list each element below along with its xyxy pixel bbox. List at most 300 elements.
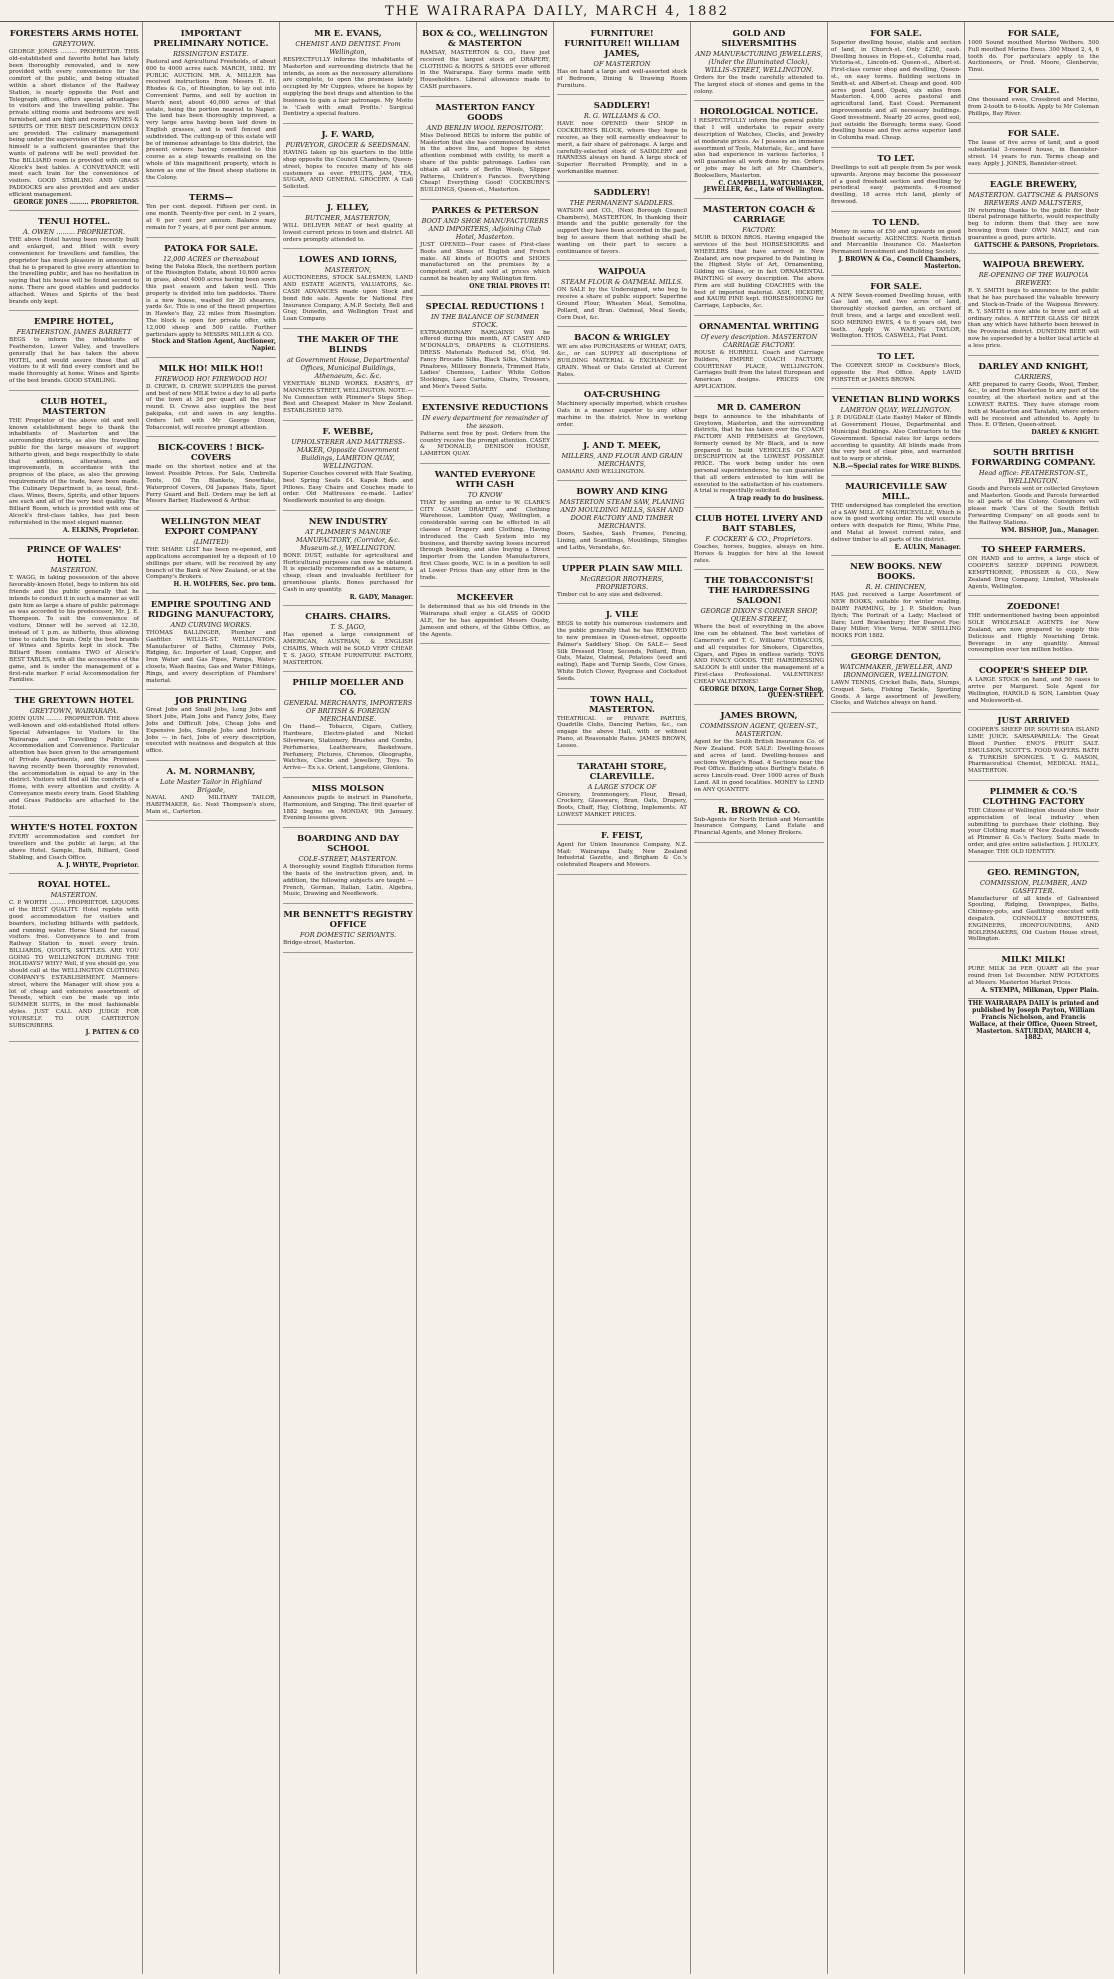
ad-body: THE undermentioned having been appointed SOLE WHOLESALE AGENTS for New Zealand, are now prepared to supply this Delicious and Highly Nourishing Drink. Beverage in any quantity. Annual consumption over ten million bottles. (968, 613, 1099, 654)
ad-body: Is determined that as his old friends in the Wairarapa shall enjoy a GLASS of GOOD ALE, for he has appointed Messrs Ousby, Jameson and others, of the Gibbs Office, as the Agents. (420, 604, 550, 638)
advertisement (146, 692, 276, 761)
ad-title: PRINCE OF WALES' HOTEL (26, 545, 122, 566)
ad-title: BICK-COVERS ! BICK-COVERS (157, 443, 265, 464)
ad-subtitle: LAMBTON QUAY, WELLINGTON. (840, 406, 952, 415)
ad-title: HOROLOGICAL NOTICE. (699, 107, 819, 118)
ad-title: PARKES & PETERSON (431, 205, 539, 216)
advertisement (9, 541, 139, 690)
advertisement (283, 199, 413, 249)
ad-title: THE MAKER OF THE BLINDS (297, 334, 399, 355)
advertisement (420, 399, 550, 464)
ad-body: BONE DUST, suitable for agricultural and Horticultural purposes can now be obtained. It is specially recommended as a manure, a cheap, clean and invaluable fertilizer for greenhouse plants. Bones purchased for Cash in any quantity. (283, 552, 413, 593)
advertisement (9, 876, 139, 1042)
advertisement (283, 780, 413, 828)
ad-title: BOX & CO., WELLINGTON & MASTERTON (422, 29, 548, 49)
advertisement (557, 184, 687, 262)
ad-title: CHAIRS. CHAIRS. (305, 612, 391, 623)
ad-body: J. P. DUGDALE (Late Easby) Maker of Blinds at Government House, Departmental and Municipal Buildings. Also Contractors to the Government. Special rates for large orders according to quantity. All blinds made from the very best of clear pine, and warranted not to warp or shrink. (831, 415, 961, 463)
ad-title: EAGLE BREWERY, (989, 179, 1078, 190)
ad-subtitle: COLE-STREET, MASTERTON. (298, 855, 398, 864)
ad-body: One thousand ewes, Crossbred and Merino, from 2-tooth to 6-tooth. Apply to Mr Coleman Phillips, Bay River. (968, 96, 1099, 117)
advertisement (283, 251, 413, 329)
advertisement (831, 25, 961, 148)
ad-body: OAMARU AND WELLINGTON. (557, 468, 645, 475)
ad-body: Bridge-street, Masterton. (283, 940, 356, 947)
advertisement (557, 25, 687, 95)
ad-subtitle: COMMISSION AGENT, QUEEN-ST., MASTERTON. (699, 722, 819, 739)
ad-sig: Stock and Station Agent, Auctioneer, Napier. (151, 338, 276, 353)
ad-title: F. WEBBE, (322, 426, 374, 437)
ad-title: SADDLERY! (593, 187, 651, 198)
ad-body: Agent for Union Insurance Company, N.Z. Mail: Wairarapa Daily, New Zealand Industrial Gazette, and Brigham & Co.'s celebrated Reapers and Mowers. (557, 841, 687, 869)
ad-subtitle: MILLERS, AND FLOUR AND GRAIN MERCHANTS, (561, 451, 683, 468)
ad-body: PURE MILK 3d PER QUART all the year round from 1st December. NEW POTATOES at Messrs. Masterton Market Prices. (968, 966, 1099, 986)
ad-body: Announces pupils to instruct in Pianoforte, Harmonium, and Singing. The first quarter of 1882 begins on MONDAY, 9th January. Evening lessons given. (283, 795, 413, 822)
ad-subtitle: CARRIERS, (1014, 372, 1053, 381)
ad-body: JUST OPENED—Four cases of First-class Boots and Shoes of English and French make. All kinds of BOOTS and SHOES manufactured on the premises by a competent staff, and sold at prices which cannot be beaten by any Wellington firm. (420, 241, 550, 282)
ad-body: BEGS to notify his numerous customers and the public generally that he has REMOVED to new premises in Queen-street, opposite Palmer's Saddlery Shop. On SALE— Seed Silk Dressed Flour, Seconds, Pollard, Bran, Oats, Maize, Oatmeal, Potatoes (seed and eating), Rape and Turnip Seeds, Cow Grass, White Dutch Clover, Ryegrass and Cocksfoot Seeds. (557, 621, 687, 682)
ad-title: BOWRY AND KING (576, 487, 668, 498)
ad-sig: GEORGE JONES ......... PROPRIETOR. (13, 198, 139, 206)
advertisement (831, 278, 961, 347)
ad-subtitle: BUTCHER, MASTERTON, (305, 213, 391, 222)
ad-sig: A. ELKINS, Proprietor. (62, 526, 139, 534)
ad-title: TO LET. (877, 352, 915, 363)
column-1 (6, 22, 143, 1974)
advertisement (9, 313, 139, 391)
ad-sig: WM. BISHOP, Jun., Manager. (1001, 526, 1099, 534)
ad-body: AUCTIONEERS, STOCK SALESMEN, LAND AND ESTATE AGENTS, VALUATORS, &c. CASH ADVANCES made upon Stock and bond fide sale. Agents for National Fire Insurance Company, A.M.P. Society, Bell and Gray, Dunedin, and Wellington Trust and Loan Company. (283, 275, 413, 323)
advertisement (831, 348, 961, 389)
advertisement (283, 25, 413, 124)
ad-subtitle: Late Master Tailor in Highland Brigade, (160, 777, 262, 794)
ad-subtitle: FEATHERSTON. JAMES BARRETT (16, 328, 132, 337)
ad-body: ON SALE by the Undersigned, who beg to receive a share of public support: Superfine Ground Flour, Wheaten Meal, Semolina, Pollard, and Bran. Oatmeal, Meal Seeds, Corn Dust, &c. (557, 287, 687, 321)
ad-subtitle: Head office: FEATHERSTON-ST., WELLINGTON. (978, 468, 1089, 485)
advertisement (557, 97, 687, 181)
ad-body: Has opened a large consignment of AMERICAN, AUSTRIAN, & ENGLISH CHAIRS, Which will be SOLD VERY CHEAP. T. S. JAGO, STEAM FURNITURE FACTORY, MASTERTON. (283, 632, 413, 666)
advertisement (694, 103, 824, 199)
advertisement (968, 598, 1099, 660)
ad-title: OAT-CRUSHING (583, 390, 661, 401)
ad-body: Dwellings to suit all people from 5s per week upwards. Anyone may become the possessor of a good freehold section and dwelling by periodical easy payments. 4-roomed dwelling, 18 acres rich land, plenty of firewood. (831, 164, 961, 205)
ad-subtitle: UPHOLSTERER AND MATTRESS-MAKER, Opposite Government Buildings, LAMBTON QUAY, WELLINGTON. (291, 437, 405, 470)
ad-title: NEW INDUSTRY (308, 516, 388, 527)
ad-body: begs to announce to the inhabitants of Greytown, Masterton, and the surrounding districts, that he has taken over the COACH FACTORY AND PREMISES at Greytown, formerly owned by Mr Black, and is now prepared to build VEHICLES OF ANY DESCRIPTION at the LOWEST POSSIBLE PRICE. The work being under his own personal superintendence, he can guarantee that all orders entrusted to him will be executed to the satisfaction of his customers. A trial is respectfully solicited. (694, 413, 824, 495)
ad-subtitle: IN THE BALANCE OF SUMMER STOCK. (431, 312, 539, 329)
advertisement (694, 201, 824, 316)
advertisement (831, 214, 961, 276)
ad-body: Pastoral and Agricultural Freeholds, of about 600 to 4000 acres each. MARCH, 1882. BY PUBLIC AUCTION. MR. A. MILLER has received instructions from Messrs E. H. Rhodes & Co., of Rissington, to lay out into Convenient Farms, and sell by auction in March next, about 40,000 acres of that estate, being the portion nearest to Napier. The land has been thoroughly improved, a very large area having been laid down in English grasses, and is well fenced and subdivided. The cutting-up of this estate will be of immense advantage to this district, the present owners having consented to this course as a step towards realising on the whole of this magnificent property, which is known as one of the finest sheep stations in the Colony. (146, 59, 276, 181)
ad-subtitle: MASTERTON, (324, 266, 372, 275)
advertisement (146, 240, 276, 358)
ad-body: HAVING taken up his quarters in the little shop opposite the Council Chambers, Queen-street, hopes to receive many of his old customers as ever. FRUITS, JAM, TEA, SUGAR, AND GENERAL GROCERY. A Call Solicited. (283, 150, 413, 191)
advertisement (694, 572, 824, 705)
ad-body: THAT by sending an order to W. CLARK'S CITY CASH DRAPERY and Clothing Warehouse, Lambton Quay, Wellington, a considerable saving can be effected in all classes of Drapery and Clothing. Having introduced the Cash System into my business, and thereby saving losses incurred through booking, and also buying a Direct Importer from the London Manufacturers, first Class goods, W.C. is in a position to sell at Lower Prices than any other firm in the trade. (420, 499, 550, 581)
column-5 (554, 22, 691, 1974)
ad-title: SADDLERY! (593, 101, 651, 112)
ad-title: NEW BOOKS. NEW BOOKS. (850, 562, 942, 583)
ad-subtitle: MASTERTON. (50, 566, 98, 575)
advertisement (694, 510, 824, 570)
ad-title: FOR SALE, (1007, 29, 1060, 39)
ad-title: TERMS— (189, 193, 233, 204)
ad-title: TO LEND. (872, 217, 920, 228)
ad-title: UPPER PLAIN SAW MILL (561, 563, 683, 574)
ad-body: Superior dwelling house, stable and section of land, in Church-st. Only £250, cash. Dwelling houses in Hope-st., Columba road, Victoria-st., Lincoln-rd. Queen-st., Albert-st. First-class corner shop and dwelling, Queen-st., on easy terms. Building sections in Smith-st. and Albert-st. Cheap and good. 400 acres good land, Opaki, six miles from Masterton. 4,000 acres pastoral and agricultural land, East Coast. Permanent improvements and all necessary buildings. Good investment. Nearly 20 acres, good soil, just outside the Borough; terms easy. Good dwelling house and five acres superior land in Columba road. Cheap. (831, 40, 961, 142)
ad-body: HAS just received a Large Assortment of NEW BOOKS, suitable for winter reading. DAIRY FARMING, by J. P. Sheldon; Ivan Ilyich; The Portrait of a Lady; Macleod of Dare; Lord Brackenbury; Her Dearest Foe; Daisy Miller; Vice Versa. NEW SHILLING BOOKS FOR 1882. (831, 592, 961, 640)
ad-body: WATSON and CO., (Next Borough Council Chambers), MASTERTON, In thanking their friends and the public generally for the support they have been accorded in the past, beg to assure them that nothing shall be wanting on their part to secure a continuance of favors. (557, 207, 687, 255)
advertisement (968, 256, 1099, 355)
advertisement (557, 560, 687, 605)
ad-sig: J. PATTEN & CO (85, 1029, 139, 1037)
advertisement (968, 662, 1099, 710)
ad-subtitle: AND CURVING WORKS. (170, 621, 252, 630)
ad-title: FOR SALE. (870, 281, 922, 292)
advertisement (9, 213, 139, 311)
ad-title: WELLINGTON MEAT EXPORT COMPANY (161, 517, 261, 538)
advertisement (694, 318, 824, 397)
ad-body: being the Patoka Block, the northern portion of the Rissington Estate, about 10,600 acres in grass, about 4000 acres having been sown this past season and taken well. This property is divided into ten paddocks. There is a new house, washed for 20 shearers, yards &c. This is one of the finest properties in Hawke's Bay, 22 miles from Rissington. The block is open for private offer, with 12,000 sheep and 500 cattle. Further particulars apply to MESSRS MILLER & CO. (146, 263, 276, 338)
advertisement (557, 827, 687, 875)
ad-body: Doors, Sashes, Sash Frames, Fencing, Lining, and Scantlings, Mouldings, Shingles and Laths, Verandahs, &c. (557, 531, 687, 551)
ad-body: C. P. WORTH ......... PROPRIETOR. LIQUORS of the BEST QUALITY. Hotel replete with good accommodation for visitors and boarders, including billiards with paddock, and running water. Horse Stand for casual visitors free. Conveyance to and from Railway Station to meet every train. BILLIARDS, QUOITS, SKITTLES. ARE YOU GOING TO WELLINGTON DURING THE HOLIDAYS? WHY? Well, if you should go, you should call at the WELLINGTON CLOTHING COMPANY'S ESTABLISHMENT. Manners-street, where the Manager will show you a lot of cheap and extensive assortment of Tweeds, which can be made up into SUMMER SUITS, in the most fashionable styles. JUST CALL AND JUDGE FOR YOURSELF. TO OUR CARTERTON SUBSCRIBERS. (9, 900, 139, 1029)
ad-body: ARE prepared to carry Goods, Wool, Timber, &c., to and from Masterton to any part of the country, at the shortest notice and at the LOWEST RATES. They have storage room both at Masterton and Taratahi, where orders will be received and attended to. Apply to Thos. E. O'Brien, Queen-street. (968, 381, 1099, 429)
column-6 (691, 22, 828, 1974)
advertisement (968, 951, 1099, 999)
ad-subtitle: MASTERTON STEAM SAW, PLANING AND MOULDING MILLS, SASH AND DOOR FACTORY AND TIMBER MERCHANTS. (559, 498, 685, 531)
advertisement (694, 25, 824, 101)
ad-title: FURNITURE! FURNITURE!! WILLIAM JAMES, (564, 29, 680, 59)
advertisement (9, 819, 139, 874)
ad-body: GEORGE JONES ......... PROPRIETOR. THIS old-established and favorite hotel has lately been thoroughly renovated, and is now provided with every convenience for the comfort of the public, and being situated within a short distance of the Railway Station, is nearly opposite the Post and Telegraph offices, offers special advantages to visitors and the travelling public. The private sitting rooms and bedrooms are well furnished, and are high and roomy. WINES & SPIRITS OF THE BEST DESCRIPTION ONLY are provided. The culinary management being under the supervision of the proprietor himself is a sufficient guarantee that the wants of patrons will be well provided for. The BILLIARD room is provided with one of Alcock's best tables. A CONVEYANCE will meet each train for the convenience of visitors. GOOD STABLING AND GRASS PADDOCKS are also provided and are under efficient management. (9, 49, 139, 198)
advertisement (420, 202, 550, 296)
ad-subtitle: TO KNOW (467, 490, 503, 499)
column-4 (417, 22, 554, 1974)
ad-body: Manufacturer of all kinds of Galvanised Spouting, Ridging, Downpipes, Baths, Chimney-pots, and Gasfitting executed with despatch. CONNOLLY BROTHERS, ENGINEERS, IRONFOUNDERS, AND BOILERMAKERS, Old Custom House street, Wellington. (968, 895, 1099, 943)
ad-body: THEATRICAL or PRIVATE PARTIES, Quadrille Clubs, Dancing Parties, &c., can engage the above Hall, with or without Piano, at Reasonable Rates. JAMES BROWN, Lessee. (557, 715, 687, 749)
ad-subtitle: IN every department for remainder of the season. (422, 413, 548, 430)
ad-body: A LARGE STOCK on hand, and 50 cases to arrive per Margaret. Sole Agent for Wellington, HAROLD & SON, Lambton Quay and Molesworth-st. (968, 677, 1099, 704)
advertisement (557, 483, 687, 557)
advertisement (557, 263, 687, 327)
advertisement (146, 360, 276, 438)
ad-body: RAMSAY, MASTERTON & CO., Have just received the largest stock of DRAPERY, CLOTHING & BOOTS & SHOES ever offered in the Wairarapa. Easy terms made with Householders. Liberal allowance made to CASH purchasers. (420, 50, 550, 90)
ad-subtitle: THE PERMANENT SADDLERS. (569, 198, 675, 207)
ad-title: THE TOBACCONIST'S! THE HAIRDRESSING SALOON! (704, 576, 814, 607)
advertisement (557, 691, 687, 756)
advertisement (9, 393, 139, 540)
ad-body: WE are also PURCHASERS of WHEAT, OATS, &c., or can SUPPLY all descriptions of BUILDING MATERIAL & EXCHANGE for GRAIN. Wheat or Oats Gristed at Current Rates. (557, 344, 687, 378)
advertisement (557, 386, 687, 434)
ad-body: R. Y. SMITH begs to announce to the public that he has purchased the valuable brewery and Stock-in-Trade of the Waipoua Brewery. R. Y. SMITH is now able to brew and sell at ordinary rates. A BETTER GLASS OF BEER than any which have hitherto been brewed in the Provincial district. DUNEDIN BEER will now be superseded by a better local article at a less price. (968, 288, 1099, 349)
advertisement (146, 513, 276, 594)
ad-body: 1000 Sound mouthed Merino Wethers. 500 Full mouthed Merino Ewes. 300 Mixed 2, 4, 6 tooth do. For particulars apply to the Auctioneers, or Fred. Moore, Glenbervie, Tinui. (968, 40, 1099, 74)
advertisement (968, 712, 1099, 781)
advertisement (694, 399, 824, 508)
advertisement (283, 423, 413, 511)
ad-body: Has on hand a large and well-assorted stock of Bedroom, Dining & Drawing Room Furniture. (557, 69, 687, 89)
ad-title: A. M. NORMANBY, (166, 766, 256, 777)
ad-title: BACON & WRIGLEY (574, 333, 670, 344)
advertisement (557, 606, 687, 688)
ad-body: Miss Delwood BEGS to inform the public of Masterton that she has commenced business in the above line, and hopes by strict attention combined with civility, to merit a share of the public patronage. Ladies can obtain all sorts of Berlin Wools, Slipper Patterns, Children's Fancies. Everything Cheap! Everything Good! COCKBURN'S BUILDINGS, Queen-st., Masterton. (420, 132, 550, 194)
ad-subtitle: MASTERTON. (50, 891, 98, 900)
ad-title: TO SHEEP FARMERS. (981, 545, 1086, 556)
ad-subtitle: GENERAL MERCHANTS, IMPORTERS OF BRITISH & FOREIGN MERCHANDISE. (283, 699, 413, 724)
ad-title: FOR SALE. (1007, 85, 1060, 96)
ad-title: MR D. CAMERON (717, 402, 801, 413)
ad-body: Where the best of everything in the above line can be obtained. The best varieties of Cameron's and T. C. Williams' TOBACCOS, and all requisites for Smokers, Cigarettes, Cigars, and Pipes in endless variety. TOYS AND FANCY GOODS. THE HAIRDRESSING SALOON Is still under the management of a First-class Professional. VALENTINES! CHEAP VALENTINES! (694, 624, 824, 685)
advertisement (694, 802, 824, 843)
ad-title: J. VILE (605, 610, 639, 621)
ad-title: JUST ARRIVED (997, 716, 1070, 727)
ad-title: PLIMMER & CO.'S CLOTHING FACTORY (982, 787, 1085, 807)
ad-body: A thoroughly sound English Education forms the basis of the instruction given, and, in addition, the following subjects are taught — French, German, Italian, Latin, Algebra, Music, Drawing and Needlework. (283, 864, 413, 898)
ad-body: Sub-Agents for North British and Mercantile Insurance Company, Land Estate and Financial Agents, and Money Brokers. (694, 816, 824, 837)
ad-body: BEGS to inform the inhabitants of Featherston, Lower Valley, and travellers generally that he has taken the above HOTEL, and would assure those that all visitors to it will find every comfort and be made thoroughly at home. Wines and Spirits of the best brands. GOOD STABLING. (9, 337, 139, 385)
column-7 (828, 22, 965, 1974)
advertisement (968, 444, 1099, 540)
ad-title: MILK! MILK! (1001, 955, 1066, 966)
ad-body: I RESPECTFULLY inform the general public that I will undertake to repair every description of Watches, Clocks, and Jewelry at moderate prices. As I possess an immense assortment of Tools, Materials, &c., and have also had experience in various factories, I will guarantee all work done by me. Orders or jobs may be left at Mr Chamber's, Booksellers, Masterton. (694, 118, 824, 179)
ad-title: WHYTE'S HOTEL FOXTON (10, 823, 138, 834)
advertisement (9, 25, 139, 211)
ad-sig: GATTSCHE & PARSONS, Proprietors. (974, 241, 1099, 249)
ad-body: Money in sums of £50 and upwards on good freehold security. AGENCIES: North British and Mercantile Insurance Co. Masterton Permanent Investment and Building Society. (831, 228, 961, 256)
advertisement (283, 674, 413, 778)
newspaper-columns (6, 22, 1108, 1974)
ad-title: WAIPOUA BREWERY. (982, 260, 1085, 271)
ad-title: J. ELLEY, (326, 202, 370, 213)
ad-subtitle: BOOT AND SHOE MANUFACTURERS AND IMPORTERS, Adjoining Club Hotel, Masterton. (421, 216, 549, 241)
ad-subtitle: AND BERLIN WOOL REPOSITORY. (426, 123, 544, 132)
advertisement (831, 648, 961, 713)
ad-title: JOB PRINTING (174, 696, 248, 707)
ad-title: R. BROWN & CO. (717, 805, 801, 816)
ad-title: BOARDING AND DAY SCHOOL (296, 834, 400, 855)
advertisement (283, 513, 413, 607)
masthead-title: THE WAIRARAPA DAILY, MARCH 4, 1882 (0, 0, 1114, 22)
ad-subtitle: A LARGE STOCK OF (587, 782, 657, 791)
ad-body: THE above Hotel having been recently built and enlarged, and fitted with every convenience for travellers and families, the proprietor has much pleasure in announcing that he is prepared to give every attention to the travelling public, and has no hesitation in saying that his house will be found second to none. There are good stables and paddocks attached. Wines and Spirits of the best brands only kept. (9, 237, 139, 305)
ad-title: DARLEY AND KNIGHT, (978, 361, 1089, 372)
ad-title: VENETIAN BLIND WORKS (832, 395, 960, 406)
advertisement (146, 189, 276, 237)
ad-body: WILL DELIVER MEAT of best quality at lowest current prices in town and district. All orders promptly attended to. (283, 222, 413, 243)
ad-title: SOUTH BRITISH FORWARDING COMPANY. (971, 447, 1096, 468)
ad-title: ORNAMENTAL WRITING (699, 321, 819, 332)
ad-subtitle: OF MASTERTON (593, 60, 651, 68)
ad-subtitle: RISSINGTON ESTATE. (173, 50, 249, 58)
advertisement (420, 589, 550, 644)
imprint-footer: THE WAIRARAPA DAILY is printed and published by Joseph Payton, William Francis Nicholson, and Francis Wallace, at their Office, Queen Street, Masterton. SATURDAY, MARCH 4, 1882. (968, 1000, 1099, 1042)
ad-title: MASTERTON COACH & CARRIAGE (702, 205, 816, 226)
advertisement (420, 99, 550, 200)
ad-title: MILK HO! MILK HO!! (158, 363, 264, 374)
advertisement (968, 864, 1099, 950)
advertisement (146, 596, 276, 690)
advertisement (968, 541, 1099, 596)
ad-body: LAWN TENNIS, Cricket Balls, Bats, Stumps, Croquet Sets, Fishing Tackle, Sporting Goods. A large assortment of Jewellery, Clocks, and Watches always on hand. (831, 680, 961, 707)
ad-title: LOWES AND IORNS, (298, 255, 398, 266)
advertisement (146, 439, 276, 511)
column-2 (143, 22, 280, 1974)
ad-body: IN returning thanks to the public for their liberal patronage hitherto, would respectfully beg to inform them that they are now brewing from their OWN MALT, and can guarantee a good, pure article. (968, 207, 1099, 241)
ad-subtitle: CHEMIST AND DENTIST. From Wellington, (295, 40, 401, 56)
ad-title: ZOEDONE! (1007, 602, 1060, 613)
ad-title: TENUI HOTEL. (37, 217, 111, 228)
ad-title: EXTENSIVE REDUCTIONS (421, 402, 549, 413)
ad-title: WAIPOUA (598, 267, 646, 278)
advertisement (557, 437, 687, 482)
column-8 (965, 22, 1102, 1974)
ad-sig: H. H. WOLFERS, Sec. pro tem. (173, 581, 276, 589)
ad-sig: DARLEY & KNIGHT. (1031, 429, 1099, 437)
ad-body: ON HAND and to arrive, a large stock of COOPER'S SHEEP DIPPING POWDER. KEMPTHORNE, PROSSER & CO., New Zealand Drug Company, Limited, Wholesale Agents, Wellington. (968, 556, 1099, 590)
ad-body: ROUSE & HURRELL Coach and Carriage Builders, EMPIRE COACH FACTORY, COURTENAY PLACE, WELLINGTON. Carriages built from the latest European and American designs. PRICES ON APPLICATION. (694, 349, 824, 390)
advertisement (694, 707, 824, 799)
ad-title: COOPER'S SHEEP DIP. (979, 666, 1088, 677)
ad-title: TO LET. (877, 153, 915, 164)
column-3 (280, 22, 417, 1974)
ad-body: THE Proprietor of the above old and well known establishment begs to thank the inhabitants of Masterton and the surrounding districts, as also the travelling public for the large measure of support hitherto given, and begs respectfully to state that additions, alterations, and improvements, in accordance with the progress of the place, as also the growing requirements of the trade, have been made. The Culinary Department is, as usual, first-class. Wines, Beers, Spirits, and other liquors are such and all of the very best quality. The Billiard Room, which is provided with one of Alcock's first-class tables, has just been refurnished in the most elegant manner. (9, 417, 139, 526)
ad-title: J. F. WARD, (321, 130, 375, 141)
ad-title: MR E. EVANS, (314, 29, 382, 39)
ad-title: MCKEEVER (456, 593, 514, 604)
ad-body: The CORNER SHOP in Cockburn's Block, opposite the Post Office. Apply LAVID FORSTER or JAMES BROWN. (831, 363, 961, 383)
advertisement (968, 176, 1099, 255)
ad-subtitle: T. S. JAGO, (330, 623, 366, 632)
ad-sig: J. BROWN & Co., Council Chambers, Masterton. (838, 255, 961, 270)
ad-title: GEO. REMINGTON, (987, 867, 1080, 878)
ad-body: RESPECTFULLY informs the inhabitants of Masterton and surrounding districts that he intends, as soon as the necessary alterations are complete, to open the premises lately occupied by Mr Cuppies, where he hopes by supplying the best drugs and attention to the business to gain a fair patronage. My Motto is 'Cash with small Profits.' Surgical Dentistry a special feature. (283, 57, 413, 118)
ad-subtitle: A. OWEN ......... PROPRIETOR. (23, 228, 125, 237)
ad-body: EVERY accommodation and comfort for travellers and the public at large, at the above Hotel. Sample, Bath, Billiard, Good Stabling, and Coach Office. (9, 834, 139, 861)
advertisement (283, 608, 413, 672)
ad-body: Coaches, horses, buggies, always on hire. Horses & buggies for hire at the lowest rates. (694, 544, 824, 564)
ad-subtitle: at Government House, Departmental Offices, Municipal Buildings, Athenaeum, &c. &c. (286, 355, 409, 380)
ad-subtitle: MASTERTON. GATTSCHE & PARSONS BREWERS AND MALTSTERS, (968, 190, 1099, 207)
advertisement (557, 329, 687, 384)
ad-title: CLUB HOTEL LIVERY AND BAIT STABLES, (695, 514, 823, 535)
ad-sig: N.B.—Special rates for WIRE BLINDS. (832, 463, 961, 471)
ad-subtitle: (LIMITED) (193, 538, 229, 547)
ad-title: J. AND T. MEEK, (583, 440, 661, 451)
ad-sig: ONE TRIAL PROVES IT! (469, 282, 550, 290)
advertisement (420, 466, 550, 588)
ad-sig: A. J. WHYTE, Proprietor. (57, 861, 139, 869)
ad-subtitle: WATCHMAKER, JEWELLER, AND IRONMONGER, WELLINGTON. (839, 663, 953, 680)
ad-body: A NEW Seven-roomed Dwelling house, with Gas laid on, and two acres of land, thoroughly stocked garden, an orchard of fruit trees, and a large and excellent well. SOO MERINO EWES, 4 to 6 years old, two teeth. Apply W. WARING TAYLOR, Wellington. THOS. CASWELL, Flat Point. (831, 292, 961, 340)
ad-subtitle: FOR DOMESTIC SERVANTS. (299, 931, 397, 940)
ad-subtitle: FIREWOOD HO! FIREWOOD HO! (155, 374, 267, 383)
ad-subtitle: McGREGOR BROTHERS, PROPRIETORS. (580, 574, 664, 591)
advertisement (9, 692, 139, 817)
ad-title: SPECIAL REDUCTIONS ! (425, 301, 545, 312)
ad-body: Grocery, Ironmongery, Flour, Bread, Crockery, Glassware, Bran, Oats, Drapery, Boots, Chaff, Hay, Clothing, Implements. AT LOWEST MARKET PRICES. (557, 791, 687, 819)
ad-subtitle: R. G. WILLIAMS & CO. (583, 112, 661, 121)
ad-sig: A. STEMPA, Milkman, Upper Plain. (981, 986, 1099, 994)
ad-title: ROYAL HOTEL. (37, 880, 111, 891)
ad-title: MR BENNETT'S REGISTRY OFFICE (283, 910, 413, 931)
ad-body: Patterns sent free by post. Orders from the country receive the prompt attention. CASEY & M'DONALD, DENISON HOUSE, LAMBTON QUAY. (420, 430, 550, 458)
advertisement (968, 125, 1099, 173)
ad-title: EMPIRE HOTEL, (34, 317, 114, 328)
ad-body: HAVE now OPENED their SHOP in COCKBURN'S BLOCK, where they hope to receive, as they will earnestly endeavour to merit, a fair share of patronage. A large and carefully-selected stock of SADDLERY and HARNESS always on hand. A large stock of Superior Recruited Promptly, and in a workmanlike manner. (557, 121, 687, 175)
ad-title: GOLD AND SILVERSMITHS (721, 29, 797, 49)
ad-subtitle: R. H. CHINCHEN, (865, 583, 927, 592)
ad-title: FOR SALE. (1007, 129, 1060, 140)
ad-body: THOMAS BALLINGER, Plumber and Gasfitter. WILLIS-ST. WELLINGTON. Manufacturer of Baths, Chimney Pots, Ridging, &c. Importer of Lead, Copper, and Iron Water and Gas Pipes, Pumps, Water-closets, Wash Basins, Gas and Water Fittings, Rings, and every description of Plumbers' material. (146, 630, 276, 684)
ad-body: The lease of five acres of land, and a good substantial 3-roomed house, in Bannister-street. 14 years to run. Terms cheap and easy. Apply J. JONES, Bannister-street. (968, 140, 1099, 167)
ad-subtitle: AT PLIMMER'S MANURE MANUFACTORY, (Corridor, &c. Museum-st.), WELLINGTON. (296, 527, 400, 552)
advertisement (557, 758, 687, 825)
advertisement (831, 558, 961, 646)
ad-title: PHILIP MOELLER AND CO. (292, 678, 404, 699)
advertisement (283, 126, 413, 197)
ad-title: TOWN HALL, MASTERTON. (589, 694, 655, 715)
ad-body: EXTRAORDINARY BARGAINS! Will be offered during this month, AT CASEY AND M'DONALD'S, DRAPERS & CLOTHIERS. DRESS Materials Reduced 5d, 6½d, 9d. Fancy Brocade Silks, Black Silks, Children's Pinafores, Millinery Bonnets, Trimmed Hats, Ladies' Chemises, Ladies' White Cotton Stockings, Lace Curtains, Chairs, Trousers, and Men's Tweed Suits. (420, 329, 550, 390)
ad-title: MAURICEVILLE SAW MILL. (845, 481, 947, 502)
ad-body: Orders for the trade carefully attended to. The largest stock of stones and gems in the colony. (694, 75, 824, 95)
ad-title: WANTED EVERYONE WITH CASH (434, 469, 536, 490)
ad-subtitle: GREYTOWN, WAIRARAPA. (29, 707, 119, 716)
advertisement (968, 82, 1099, 123)
advertisement (146, 763, 276, 821)
ad-title: F. FEIST, (600, 830, 644, 841)
ad-sig: E. AULIN, Manager. (894, 543, 961, 551)
ad-sig: A trap ready to do business. (730, 495, 824, 503)
ad-subtitle: 12,000 ACRES or thereabout (162, 254, 260, 263)
ad-body: D. CREWE, D. CREWE SUPPLIES the purest and best of new MILK twice a day to all parts of the town at 3d per quart all the year round. D. Crewe also supplies the best pakipaka, cut and sawn in any lengths. Orders left with Mr George Dixon, Tobacconist, will receive prompt attention. (146, 383, 276, 431)
ad-body: COOPER'S SHEEP DIP. SOUTH SEA ISLAND LIME JUICE. SARSAPARILLA: The Great Blood Purifier. ENO'S FRUIT SALT. EMULSION, SCOTT'S. FOOD WAFERS. BATH & TURKISH SPONGES. T. G. MASON, Pharmaceutical Chemist, MEDICAL HALL, MASTERTON. (968, 727, 1099, 775)
ad-body: THE undersigned has completed the erection of a SAW MILL AT MAURICEVILLE, Which is now in good working order. He will execute orders with despatch for Rimu, White Pine, and Matai at lowest current rates, and deliver timber to all parts of the district. (831, 502, 961, 543)
ad-sig: GEORGE DIXON, Large Corner Shop, QUEEN-STREET. (699, 685, 824, 700)
advertisement (146, 25, 276, 187)
ad-body: NAVAL AND MILITARY TAILOR, HABITMAKER, &c. Next Thompson's store, Main st., Carterton. (146, 794, 276, 815)
ad-body: VENETIAN BLIND WORKS. EASBY'S, 87 MANNERS STREET, WELLINGTON. NOTE.—No Connection with Plimmer's Steps Shop. Best and Cheapest Maker in New Zealand. ESTABLISHED 1870. (283, 380, 413, 415)
ad-body: MUIR & DIXON BROS. Having engaged the services of the best HORSESHOERS and WHEELERS that have arrived in New Zealand, are now prepared to do Painting in the Highest Style of Art, Ornamenting, Gilding on Glass, or in fact ORNAMENTAL PAINTING of every description. The above Firm are still building COACHES with the best of imported material. ASH, HICKORY, and KAURI PINE kept. HORSESHOEING for Carriage, Lopbacks, &c. (694, 235, 824, 310)
ad-title: MASTERTON FANCY GOODS (435, 102, 535, 123)
ad-body: Superior Couches covered with Hair Seating, best Spring Seats £4. Kapok Beds and Pillows. Easy Chairs and Couches made to order. Old Mattresses re-made. Ladies' Needlework mounted to any design. (283, 470, 413, 505)
ad-body: Timber cut to any size and delivered. (557, 591, 663, 598)
ad-subtitle: STEAM FLOUR & OATMEAL MILLS. (560, 278, 684, 287)
advertisement (968, 25, 1099, 80)
ad-body: JOHN QUIN ......... PROPRIETOR. THE above well-known and old-established Hotel offers Special Advantages to Visitors to the Wairarapa and Travelling Public in Accommodation and Convenience. Particular attention has been given to the arrangement of Private Apartments, and the Premises having recently been thoroughly renovated, the accommodation is equal to any in the district. Visitors will find all the comforts of a Home, with every attention and civility. A Conveyance meets every train. Good Stabling and Grass Paddocks are attached to the Hotel. (9, 716, 139, 811)
ad-body: On Hand— Tobacco, Cigars, Cutlery, Hardware, Electro-plated and Nickel Silverware, Stationery, Brushes and Combs, Perfumeries, Leatherware, Basketware, Perfumery, Pictures, Chromos, Oleographs, Watches, Clocks and Jewellery, Toys. To Arrive— Ex s.s. Orient, Langstone, Glenlora. (283, 724, 413, 772)
advertisement (831, 478, 961, 557)
ad-title: IMPORTANT PRELIMINARY NOTICE. (153, 29, 269, 49)
ad-body: T. WAGG, in taking possession of the above favorably-known Hotel, begs to inform his old friends and the public generally that he intends to conduct it in such a manner as will gain him as large a share of public patronage as was accorded to his predecessor, Mr. J. E. Thompson. To suit the convenience of visitors, Dinner will be served at 12.30, instead of 1 p.m. as hitherto, thus allowing time to catch the train. Only the best brands of Wines and Spirits kept in stock. The Billiard Room contains TWO of Alcock's BEST TABLES, with all the accessories of the game, and is under the management of a first-rate marker. F ecial Accommodation for Families. (9, 575, 139, 684)
ad-title: THE GREYTOWN HOTEL (14, 696, 134, 707)
ad-subtitle: RE-OPENING OF THE WAIPOUA BREWERY. (978, 271, 1089, 288)
advertisement (283, 830, 413, 904)
ad-subtitle: F. COCKERY & CO., Proprietors. (705, 535, 813, 544)
ad-subtitle: PURVEYOR, GROCER & SEEDSMAN. (285, 141, 411, 150)
ad-body: Ten per cent. deposit. Fifteen per cent. in one month. Twenty-five per cent. in 2 years, at 6 per cent per annum. Balance may remain for 7 years, at 6 per cent per annum. (146, 204, 276, 231)
advertisement (831, 150, 961, 212)
ad-body: THE Citizens of Wellington should show their appreciation of local industry when submitting to purchase their clothing. Buy your Clothing made of New Zealand Tweeds at Plimmer & Co.'s Factory. Suits made to order, and give entire satisfaction. J. HUXLEY, Manager. THE OLD IDENTITY. (968, 808, 1099, 855)
advertisement (831, 391, 961, 475)
advertisement (968, 783, 1099, 862)
ad-title: TARATAHI STORE, CLAREVILLE. (577, 761, 667, 782)
advertisement (283, 906, 413, 953)
advertisement (420, 298, 550, 397)
ad-body: Great Jobs and Small Jobs, Long Jobs and Short Jobs, Plain Jobs and Fancy Jobs, Easy Jobs and Difficult Jobs, Cheap Jobs and Expensive Jobs, Simple Jobs and Intricate Jobs — in fact, Jobs of every description, executed with neatness and despatch at this office. (146, 707, 276, 755)
ad-body: THE SHARE LIST has been re-opened, and applications accompanied by a deposit of 10 shillings per share, will be received by any branch of the Bank of New Zealand, or at the Company's Brokers. (146, 547, 276, 581)
ad-sig: C. CAMPBELL, WATCHMAKER, JEWELLER, &c., Late of Wellington. (703, 179, 824, 194)
